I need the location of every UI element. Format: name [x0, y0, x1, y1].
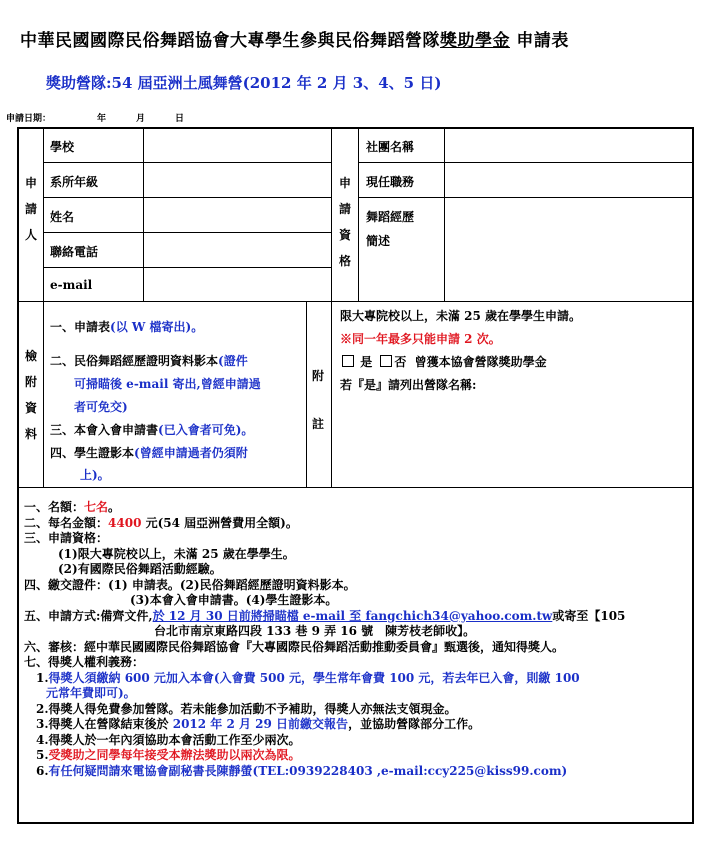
- note-documents: 四、繳交證件：(1) 申請表。(2)民俗舞蹈經歷證明資料影本。: [24, 577, 356, 592]
- qualification-group-label: 申請資格: [338, 176, 351, 268]
- note-right-5: 5.受獎助之同學每年接受本辦法獎助以兩次為限。: [36, 748, 301, 762]
- apply-date: 申請日期： 年 月 日: [6, 114, 185, 124]
- no-checkbox[interactable]: [380, 355, 392, 367]
- remark-eligibility: 限大專院校以上，未滿 25 歲在學學生申請。: [340, 309, 582, 323]
- school-field[interactable]: [145, 129, 330, 162]
- attachment-item-2-cont: 可掃瞄後 e-mail 寄出,曾經申請過: [74, 377, 261, 391]
- remark-limit: ※同一年最多只能申請 2 次。: [340, 332, 501, 346]
- phone-field[interactable]: [145, 234, 330, 267]
- current-position-label: 現任職務: [366, 175, 415, 189]
- note-method: 五、申請方式:備齊文件,於 12 月 30 日前將掃瞄檔 e-mail 至 fangchich34@yahoo.com.tw或寄至【105: [24, 608, 626, 623]
- regulations: [24, 500, 700, 779]
- note-right-1: 1.得獎人須繳納 600 元加入本會(入會費 500 元，學生常年會費 100 元，若去年已入會，則繳 100: [36, 670, 580, 685]
- note-right-6: 6.有任何疑問請來電協會副秘書長陳靜螢(TEL:0939228403 ,e-mail:ccy225@kiss99.com): [36, 763, 568, 778]
- name-field[interactable]: [145, 199, 330, 232]
- phone-label: 聯絡電話: [50, 245, 99, 259]
- remarks-label: 附註: [311, 369, 324, 431]
- attachment-item-4: 四、學生證影本(曾經申請過者仍須附: [50, 446, 248, 460]
- form-title: 中華民國國際民俗舞蹈協會大專學生參與民俗舞蹈營隊獎助學金 申請表: [20, 31, 569, 51]
- dance-experience-field[interactable]: [446, 199, 691, 301]
- note-documents-2: (3)本會入會申請書。(4)學生證影本。: [130, 593, 338, 607]
- remark-previous-award: 是 否 曾獲本協會營隊獎助學金: [340, 353, 547, 370]
- note-review: 六、審核：經中華民國國際民俗舞蹈協會『大專國際民俗舞蹈活動推動委員會』甄選後，通知得獎人。: [24, 639, 565, 654]
- brief-description-label: 簡述: [366, 234, 391, 248]
- applicant-group-label: 申請人: [24, 176, 37, 242]
- note-rights: 七、得獎人權利義務：: [24, 655, 145, 669]
- school-label: 學校: [50, 140, 75, 154]
- name-label: 姓名: [50, 210, 75, 224]
- note-method-address: 台北市南京東路四段 133 巷 9 弄 16 號 陳芳枝老師收】。: [154, 624, 476, 638]
- note-eligibility-2: (2)有國際民俗舞蹈活動經驗。: [58, 562, 222, 576]
- camp-subtitle: 獎助營隊:54 屆亞洲土風舞營(2012 年 2 月 3、4、5 日): [46, 74, 442, 92]
- note-right-1-cont: 元常年費即可)。: [46, 686, 136, 700]
- attachment-item-1: 一、申請表(以 W 檔寄出)。: [50, 320, 204, 334]
- note-amount: 二、每名金額：4400 元(54 屆亞洲營費用全額)。: [24, 515, 298, 530]
- club-name-label: 社團名稱: [366, 140, 415, 154]
- remark-camp-names: 若『是』請列出營隊名稱:: [340, 378, 477, 392]
- note-right-3: 3.得獎人在營隊結束後於 2012 年 2 月 29 日前繳交報告，並協助營隊部分工作。: [36, 717, 481, 731]
- attachment-item-4-cont: 上)。: [80, 468, 110, 482]
- dance-experience-label: 舞蹈經歷: [366, 210, 415, 224]
- email-label: e-mail: [50, 278, 93, 292]
- note-eligibility: 三、申請資格：: [24, 531, 109, 545]
- attachment-item-2: 二、民俗舞蹈經歷證明資料影本(證件: [50, 354, 248, 368]
- attachment-item-2-cont2: 者可免交): [74, 400, 128, 414]
- attachment-item-3: 三、本會入會申請書(已入會者可免)。: [50, 423, 254, 437]
- note-right-4: 4.得獎人於一年內須協助本會活動工作至少兩次。: [36, 732, 301, 747]
- email-field[interactable]: [145, 269, 330, 301]
- yes-checkbox[interactable]: [342, 355, 354, 367]
- note-quota: 一、名額：七名。: [24, 500, 121, 514]
- attachments-label: 檢附資料: [24, 349, 37, 441]
- current-position-field[interactable]: [446, 164, 691, 197]
- note-eligibility-1: (1)限大專院校以上，未滿 25 歲在學學生。: [58, 546, 295, 561]
- department-label: 系所年級: [50, 175, 99, 189]
- club-name-field[interactable]: [446, 129, 691, 162]
- department-field[interactable]: [145, 164, 330, 197]
- note-right-2: 2.得獎人得免費參加營隊。若未能參加活動不予補助，得獎人亦無法支領現金。: [36, 701, 457, 716]
